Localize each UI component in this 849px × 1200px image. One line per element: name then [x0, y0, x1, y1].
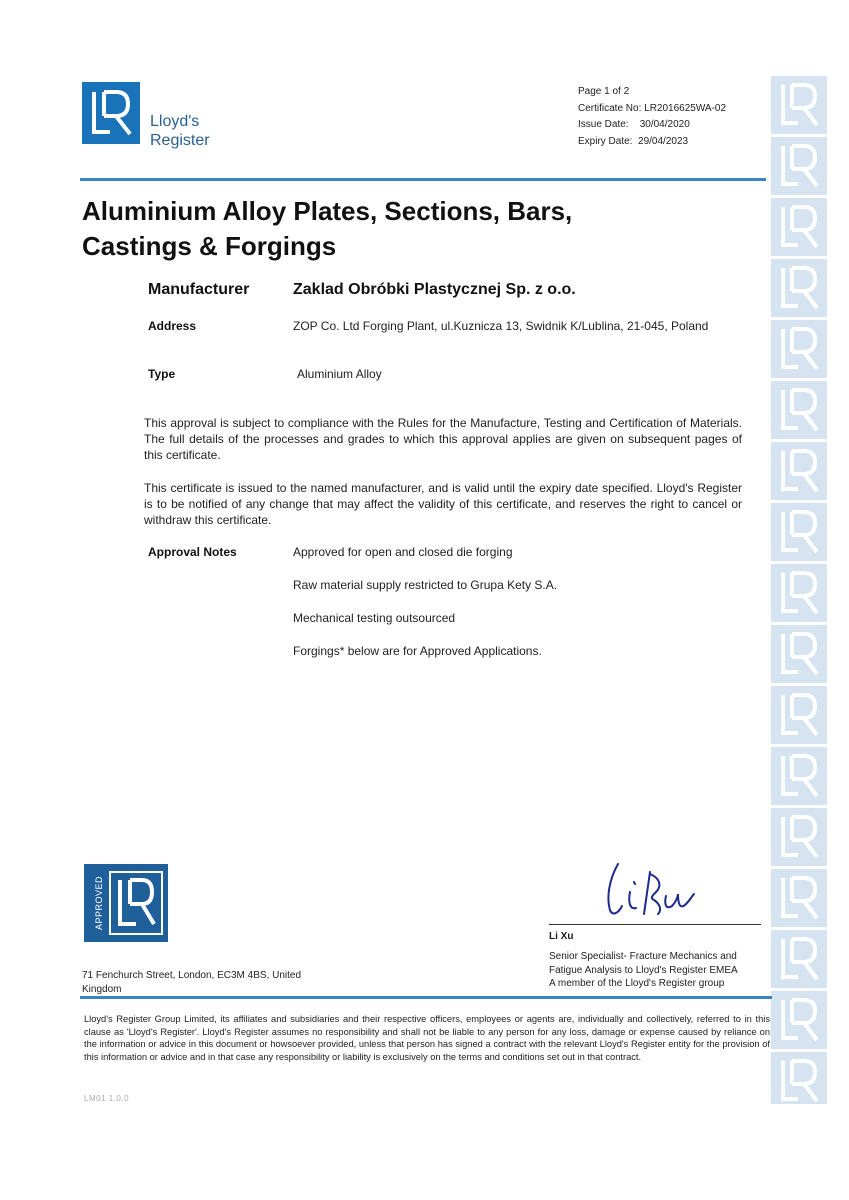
lr-watermark-icon	[771, 76, 827, 134]
signer-title-line1: Senior Specialist- Fracture Mechanics and	[549, 951, 737, 962]
expiry-date-row	[578, 134, 726, 151]
lr-logo-icon	[82, 82, 140, 144]
footer-divider	[80, 996, 772, 999]
lr-watermark-icon	[771, 869, 827, 927]
lr-watermark-icon	[771, 808, 827, 866]
certificate-no-label: Certificate No:	[578, 102, 642, 114]
issue-date-value: 30/04/2020	[639, 119, 690, 130]
validity-paragraph: This certificate is issued to the named manufacturer, and is valid until the expiry date specified. Lloyd's Register is to be notified of any change that may affect the validity of this certificate, and reserves the right to cancel or withdraw this certificate.	[144, 481, 742, 527]
address-line1: 71 Fenchurch Street, London, EC3M 4BS, United	[82, 970, 302, 981]
approval-note: Forgings* below are for Approved Applications.	[293, 644, 542, 658]
lr-watermark-icon	[771, 991, 827, 1049]
office-address	[82, 969, 312, 996]
lr-watermark-icon	[771, 381, 827, 439]
issue-date-row	[578, 117, 726, 134]
signature-line	[549, 924, 761, 925]
header-divider	[80, 178, 766, 181]
approval-note: Mechanical testing outsourced	[293, 611, 456, 625]
logo-text-line1: Lloyd's	[150, 113, 200, 130]
type-label: Type	[148, 367, 176, 381]
certificate-meta	[578, 84, 726, 150]
manufacturer-value: Zaklad Obróbki Plastycznej Sp. z o.o.	[293, 281, 576, 298]
approval-note: Raw material supply restricted to Grupa Kety S.A.	[293, 578, 558, 592]
lr-watermark-strip	[771, 76, 827, 1104]
certificate-no-value: LR2016625WA-02	[644, 102, 727, 114]
expiry-date-value: 29/04/2023	[638, 135, 689, 147]
logo-text-line2: Register	[150, 132, 210, 149]
type-value: Aluminium Alloy	[297, 367, 382, 381]
title-line1: Aluminium Alloy Plates, Sections, Bars,	[82, 196, 573, 226]
lr-watermark-icon	[771, 198, 827, 256]
address-label: Address	[148, 319, 197, 333]
lr-watermark-icon	[771, 442, 827, 500]
signer-name: Li Xu	[549, 931, 574, 942]
approval-conditions-paragraph: This approval is subject to compliance with the Rules for the Manufacture, Testing and Certification of Materials. The full details of the processes and grades to which this approval applies are given on subsequent pages of this certificate.	[144, 416, 742, 462]
page-title	[82, 194, 742, 264]
signer-title	[549, 950, 738, 991]
stamp-text: APPROVED	[94, 875, 104, 930]
issue-date-label: Issue Date:	[578, 119, 629, 130]
approval-notes-label: Approval Notes	[148, 545, 237, 559]
lr-watermark-icon	[771, 930, 827, 988]
signer-title-line3: A member of the Lloyd's Register group	[549, 978, 725, 989]
lr-watermark-icon	[771, 320, 827, 378]
lr-watermark-icon	[771, 259, 827, 317]
lr-watermark-icon	[771, 503, 827, 561]
approval-note: Approved for open and closed die forging	[293, 545, 513, 559]
signature-image	[600, 856, 710, 922]
lr-watermark-icon	[771, 686, 827, 744]
lr-watermark-icon	[771, 137, 827, 195]
address-value: ZOP Co. Ltd Forging Plant, ul.Kuznicza 13, Swidnik K/Lublina, 21-045, Poland	[293, 319, 709, 333]
logo-wordmark	[150, 112, 210, 150]
expiry-date-label: Expiry Date:	[578, 135, 633, 147]
legal-disclaimer: Lloyd's Register Group Limited, its affiliates and subsidiaries and their respective officers, employees or agents are, individually and collectively, referred to in this clause as 'Lloyd's Register'. Lloyd's Register assumes no responsibility and shall not be liable to any person for any loss, damage or expense caused by reliance on the information or advice in this document or howsoever provided, unless that person has signed a contract with the relevant Lloyd's Register entity for the provision of this information or advice and in that case any responsibility or liability is exclusively on the terms and conditions set out in that contract.	[84, 1014, 770, 1062]
lr-watermark-icon	[771, 1052, 827, 1104]
title-line2: Castings & Forgings	[82, 231, 337, 261]
manufacturer-label: Manufacturer	[148, 281, 250, 298]
address-line2: Kingdom	[82, 983, 122, 995]
lr-watermark-icon	[771, 564, 827, 622]
page-number: Page 1 of 2	[578, 86, 630, 97]
lr-watermark-icon	[771, 747, 827, 805]
form-code: LM01 1.0.0	[84, 1094, 130, 1103]
lr-watermark-icon	[771, 625, 827, 683]
approved-stamp-icon	[84, 864, 168, 942]
certificate-number-row	[578, 101, 726, 118]
signer-title-line2: Fatigue Analysis to Lloyd's Register EMEA	[549, 964, 738, 976]
